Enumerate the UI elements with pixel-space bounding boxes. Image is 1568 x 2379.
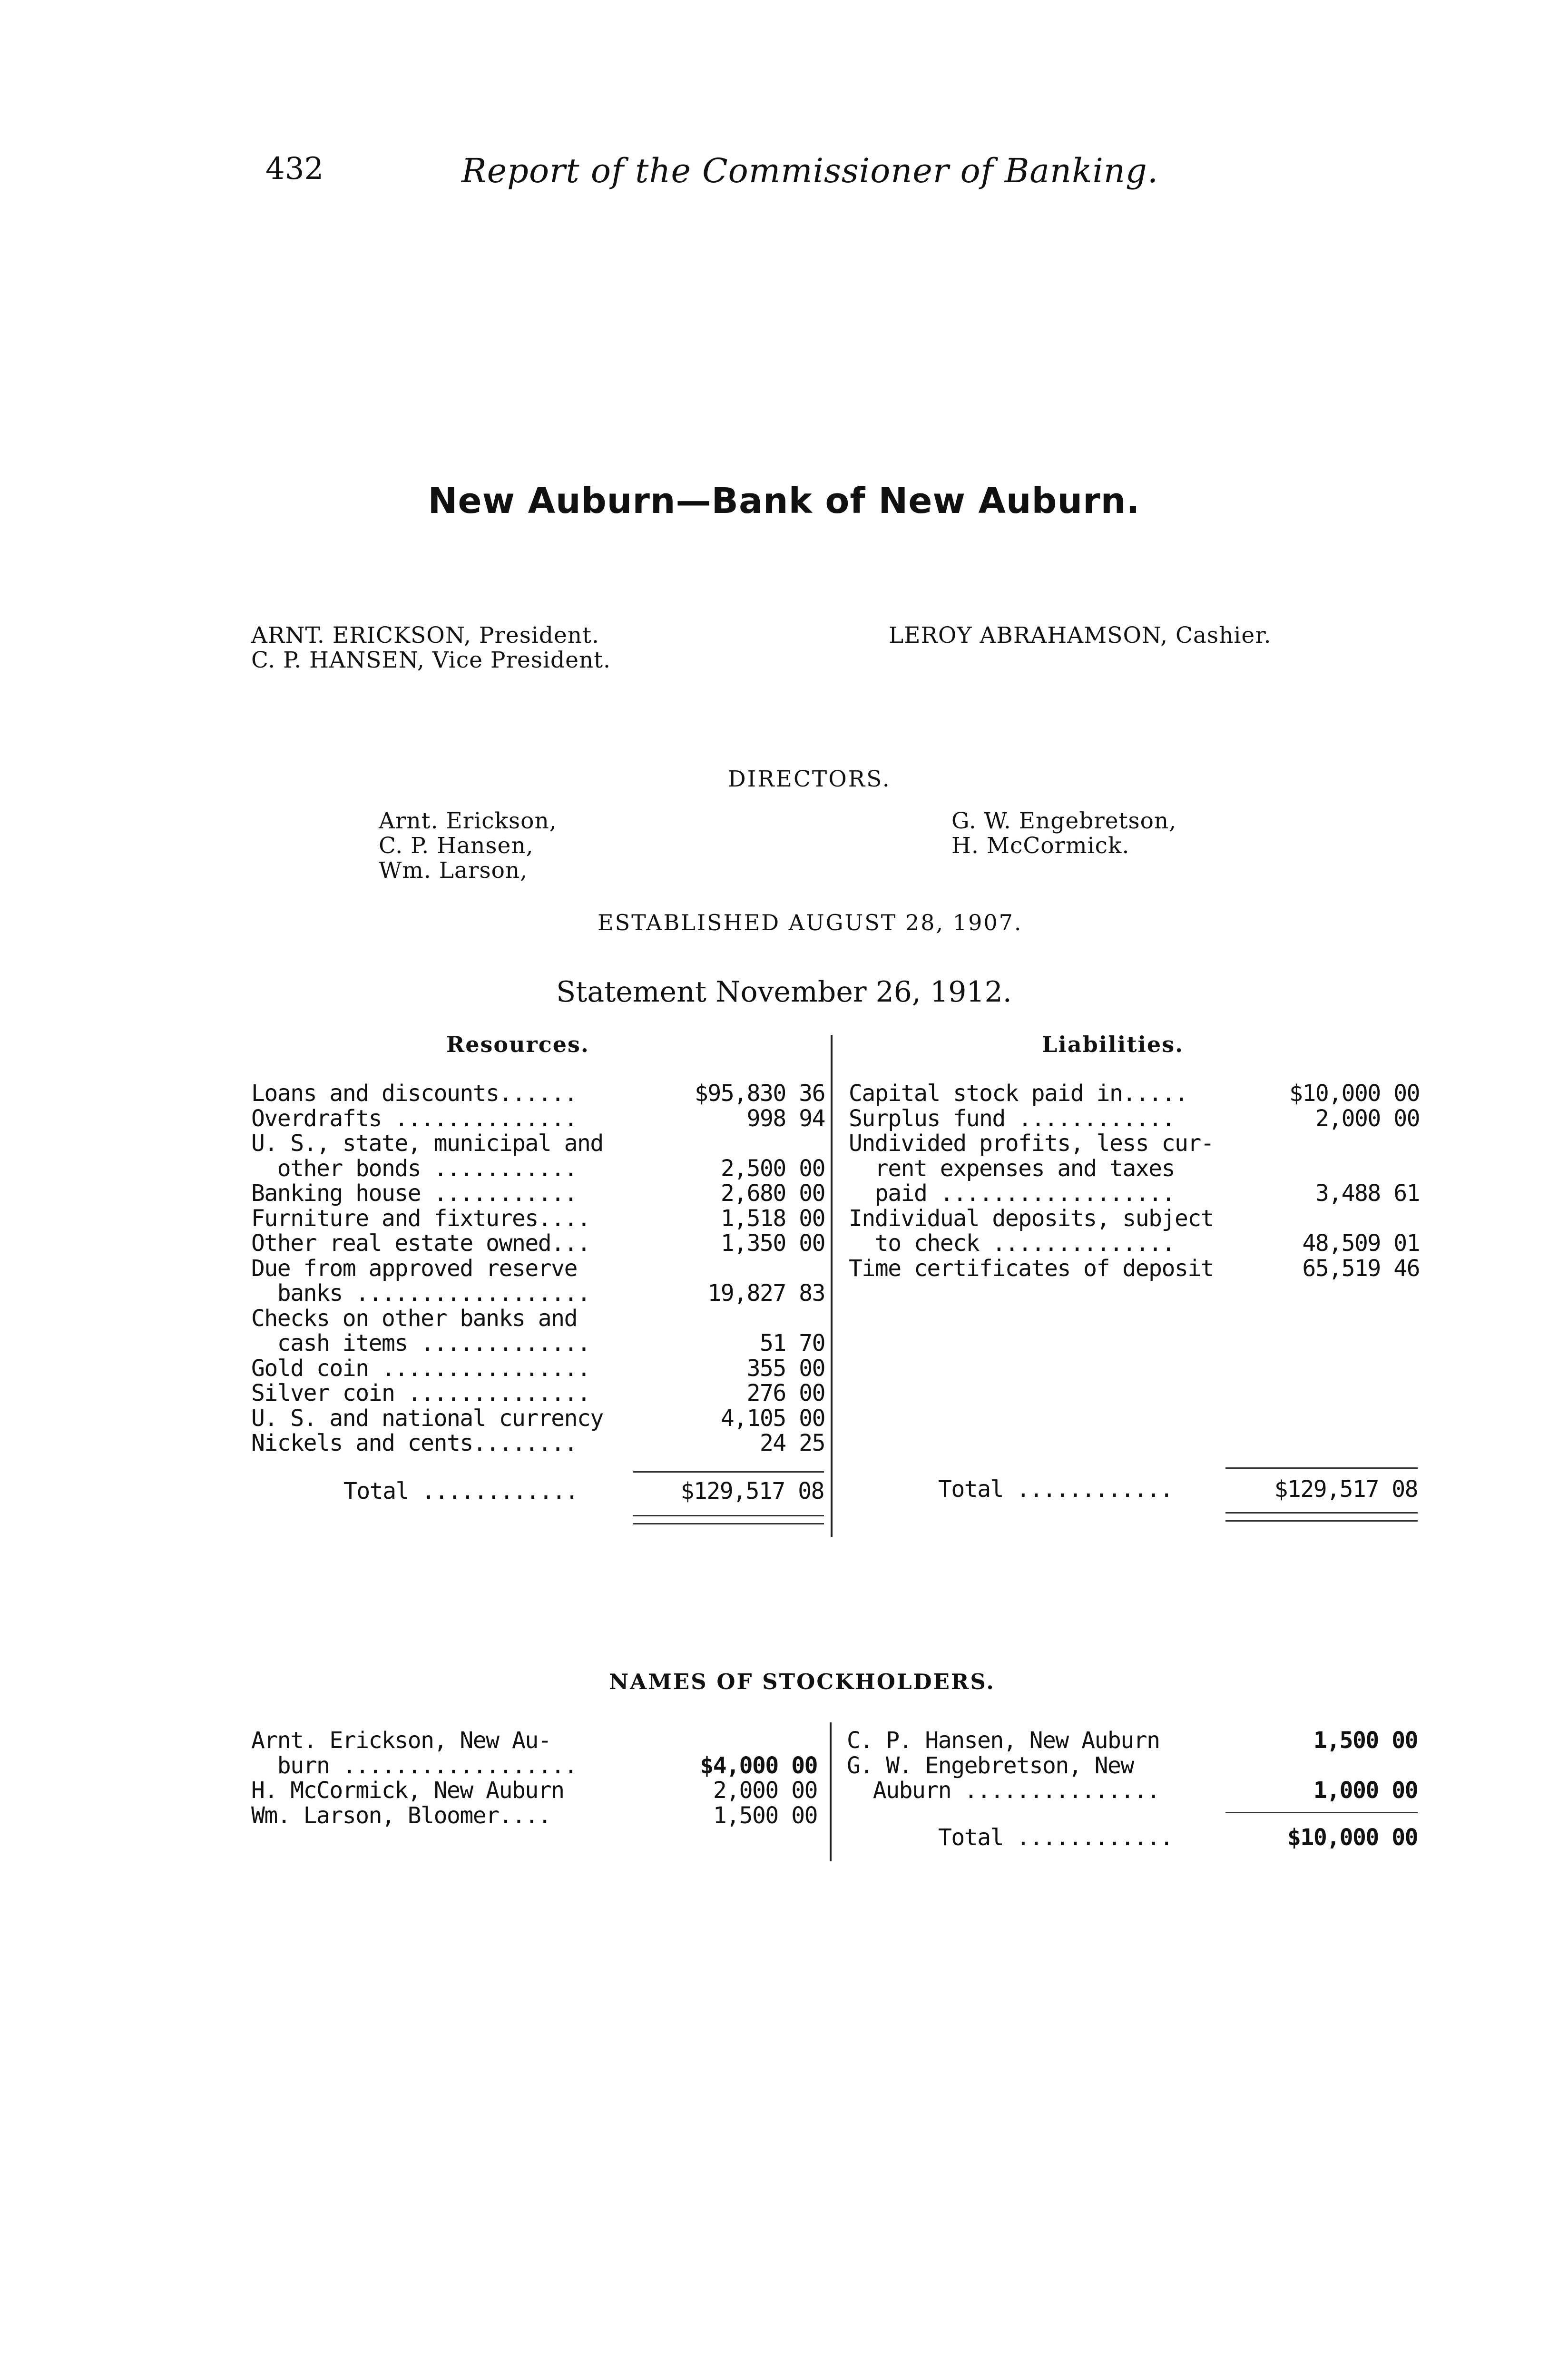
- resources-heading: Resources.: [446, 1032, 589, 1057]
- table-row: [251, 1131, 832, 1156]
- total-double-rule: [1225, 1512, 1418, 1522]
- row-label: Overdrafts ..............: [251, 1105, 577, 1132]
- row-label: Other real estate owned...: [251, 1230, 590, 1257]
- row-label: Surplus fund ............: [849, 1105, 1175, 1132]
- row-amount: 1,350 00: [720, 1230, 825, 1257]
- row-amount: 1,500 00: [1313, 1727, 1418, 1754]
- row-amount: $95,830 36: [695, 1080, 825, 1107]
- director-name: H. McCormick.: [951, 833, 1130, 859]
- row-amount: $10,000 00: [1289, 1080, 1420, 1107]
- bank-title: New Auburn—Bank of New Auburn.: [428, 481, 1140, 521]
- total-rule: [1225, 1812, 1418, 1813]
- row-label: paid ..................: [849, 1180, 1175, 1207]
- table-row: [849, 1256, 1420, 1281]
- total-double-rule: [633, 1515, 824, 1524]
- row-label: Nickels and cents........: [251, 1430, 577, 1456]
- table-row: [849, 1206, 1420, 1231]
- table-row: [251, 1156, 832, 1181]
- row-label: Loans and discounts......: [251, 1080, 577, 1107]
- row-amount: $4,000 00: [700, 1752, 817, 1779]
- statement-date: Statement November 26, 1912.: [556, 975, 1012, 1009]
- table-row: [251, 1256, 832, 1281]
- established-line: ESTABLISHED AUGUST 28, 1907.: [598, 910, 1023, 935]
- table-row: [251, 1431, 832, 1456]
- table-row: [251, 1306, 832, 1331]
- row-label: burn ..................: [251, 1752, 577, 1779]
- stockholders-left-table: [251, 1728, 822, 1828]
- directors-heading: DIRECTORS.: [728, 766, 891, 792]
- row-label: Wm. Larson, Bloomer....: [251, 1802, 551, 1829]
- row-label: cash items .............: [251, 1330, 590, 1357]
- row-label: C. P. Hansen, New Auburn: [847, 1727, 1160, 1754]
- table-row: [251, 1281, 832, 1306]
- stockholders-divider: [830, 1722, 832, 1861]
- row-label: Due from approved reserve: [251, 1255, 577, 1282]
- row-label: Auburn ...............: [847, 1777, 1160, 1804]
- row-label: U. S. and national currency: [251, 1405, 603, 1432]
- table-row: [849, 1081, 1420, 1106]
- row-label: other bonds ...........: [251, 1155, 577, 1182]
- row-amount: 19,827 83: [707, 1280, 825, 1307]
- row-label: to check ..............: [849, 1230, 1175, 1257]
- row-label: G. W. Engebretson, New: [847, 1752, 1134, 1779]
- row-amount: 65,519 46: [1302, 1255, 1420, 1282]
- officer-cashier: LEROY ABRAHAMSON, Cashier.: [889, 622, 1272, 649]
- table-row: [847, 1753, 1418, 1779]
- stockholders-total-label: Total ............: [938, 1824, 1173, 1851]
- table-row: [251, 1728, 822, 1753]
- row-label: Undivided profits, less cur-: [849, 1130, 1214, 1157]
- row-amount: 1,500 00: [713, 1802, 817, 1829]
- row-label: Furniture and fixtures....: [251, 1205, 590, 1232]
- officer-president: ARNT. ERICKSON, President.: [251, 622, 599, 649]
- row-label: Banking house ...........: [251, 1180, 577, 1207]
- row-label: Capital stock paid in.....: [849, 1080, 1188, 1107]
- table-row: [847, 1778, 1418, 1803]
- liabilities-table: [849, 1081, 1420, 1281]
- table-row: [251, 1331, 832, 1356]
- row-label: Gold coin ................: [251, 1355, 590, 1382]
- row-amount: 2,680 00: [720, 1180, 825, 1207]
- table-row: [251, 1081, 832, 1106]
- row-amount: 2,500 00: [720, 1155, 825, 1182]
- row-label: U. S., state, municipal and: [251, 1130, 603, 1157]
- row-label: Checks on other banks and: [251, 1305, 577, 1332]
- row-amount: 51 70: [760, 1330, 825, 1357]
- table-row: [251, 1778, 822, 1803]
- row-amount: 2,000 00: [1315, 1105, 1420, 1132]
- officer-vice-president: C. P. HANSEN, Vice President.: [251, 647, 611, 673]
- table-row: [849, 1231, 1420, 1256]
- row-amount: 2,000 00: [713, 1777, 817, 1804]
- director-name: C. P. Hansen,: [379, 833, 534, 859]
- table-row: [849, 1156, 1420, 1181]
- liabilities-heading: Liabilities.: [1042, 1032, 1184, 1057]
- row-label: Arnt. Erickson, New Au-: [251, 1727, 551, 1754]
- row-label: rent expenses and taxes: [849, 1155, 1175, 1182]
- table-row: [251, 1803, 822, 1828]
- row-amount: 998 94: [746, 1105, 825, 1132]
- table-row: [251, 1206, 832, 1231]
- table-row: [849, 1106, 1420, 1131]
- table-row: [251, 1406, 832, 1431]
- resources-total-amount: $129,517 08: [680, 1478, 824, 1504]
- liabilities-total-label: Total ............: [938, 1476, 1173, 1503]
- row-amount: 1,000 00: [1313, 1777, 1418, 1804]
- table-row: [251, 1356, 832, 1381]
- row-label: banks ..................: [251, 1280, 590, 1307]
- total-rule: [633, 1471, 824, 1473]
- row-amount: 3,488 61: [1315, 1180, 1420, 1207]
- director-name: Arnt. Erickson,: [379, 808, 557, 834]
- table-row: [251, 1181, 832, 1206]
- table-row: [849, 1131, 1420, 1156]
- row-amount: 4,105 00: [720, 1405, 825, 1432]
- stockholders-right-table: [847, 1728, 1418, 1803]
- row-amount: 48,509 01: [1302, 1230, 1420, 1257]
- row-amount: 24 25: [760, 1430, 825, 1456]
- row-amount: 355 00: [746, 1355, 825, 1382]
- row-label: Time certificates of deposit: [849, 1255, 1214, 1282]
- stockholders-total-amount: $10,000 00: [1287, 1824, 1418, 1851]
- total-rule: [1225, 1467, 1418, 1469]
- resources-total-label: Total ............: [343, 1478, 578, 1504]
- table-row: [251, 1381, 832, 1406]
- row-label: H. McCormick, New Auburn: [251, 1777, 564, 1804]
- table-row: [251, 1106, 832, 1131]
- row-label: Individual deposits, subject: [849, 1205, 1214, 1232]
- row-amount: 1,518 00: [720, 1205, 825, 1232]
- stockholders-heading: NAMES OF STOCKHOLDERS.: [609, 1669, 995, 1694]
- row-amount: 276 00: [746, 1380, 825, 1406]
- resources-table: [251, 1081, 832, 1456]
- table-row: [251, 1753, 822, 1779]
- table-row: [847, 1728, 1418, 1753]
- liabilities-total-amount: $129,517 08: [1274, 1476, 1418, 1503]
- running-title: Report of the Commissioner of Banking.: [461, 151, 1159, 190]
- table-row: [251, 1231, 832, 1256]
- director-name: G. W. Engebretson,: [951, 808, 1177, 834]
- row-label: Silver coin ..............: [251, 1380, 590, 1406]
- director-name: Wm. Larson,: [379, 857, 528, 884]
- table-row: [849, 1181, 1420, 1206]
- page-number: 432: [265, 151, 324, 187]
